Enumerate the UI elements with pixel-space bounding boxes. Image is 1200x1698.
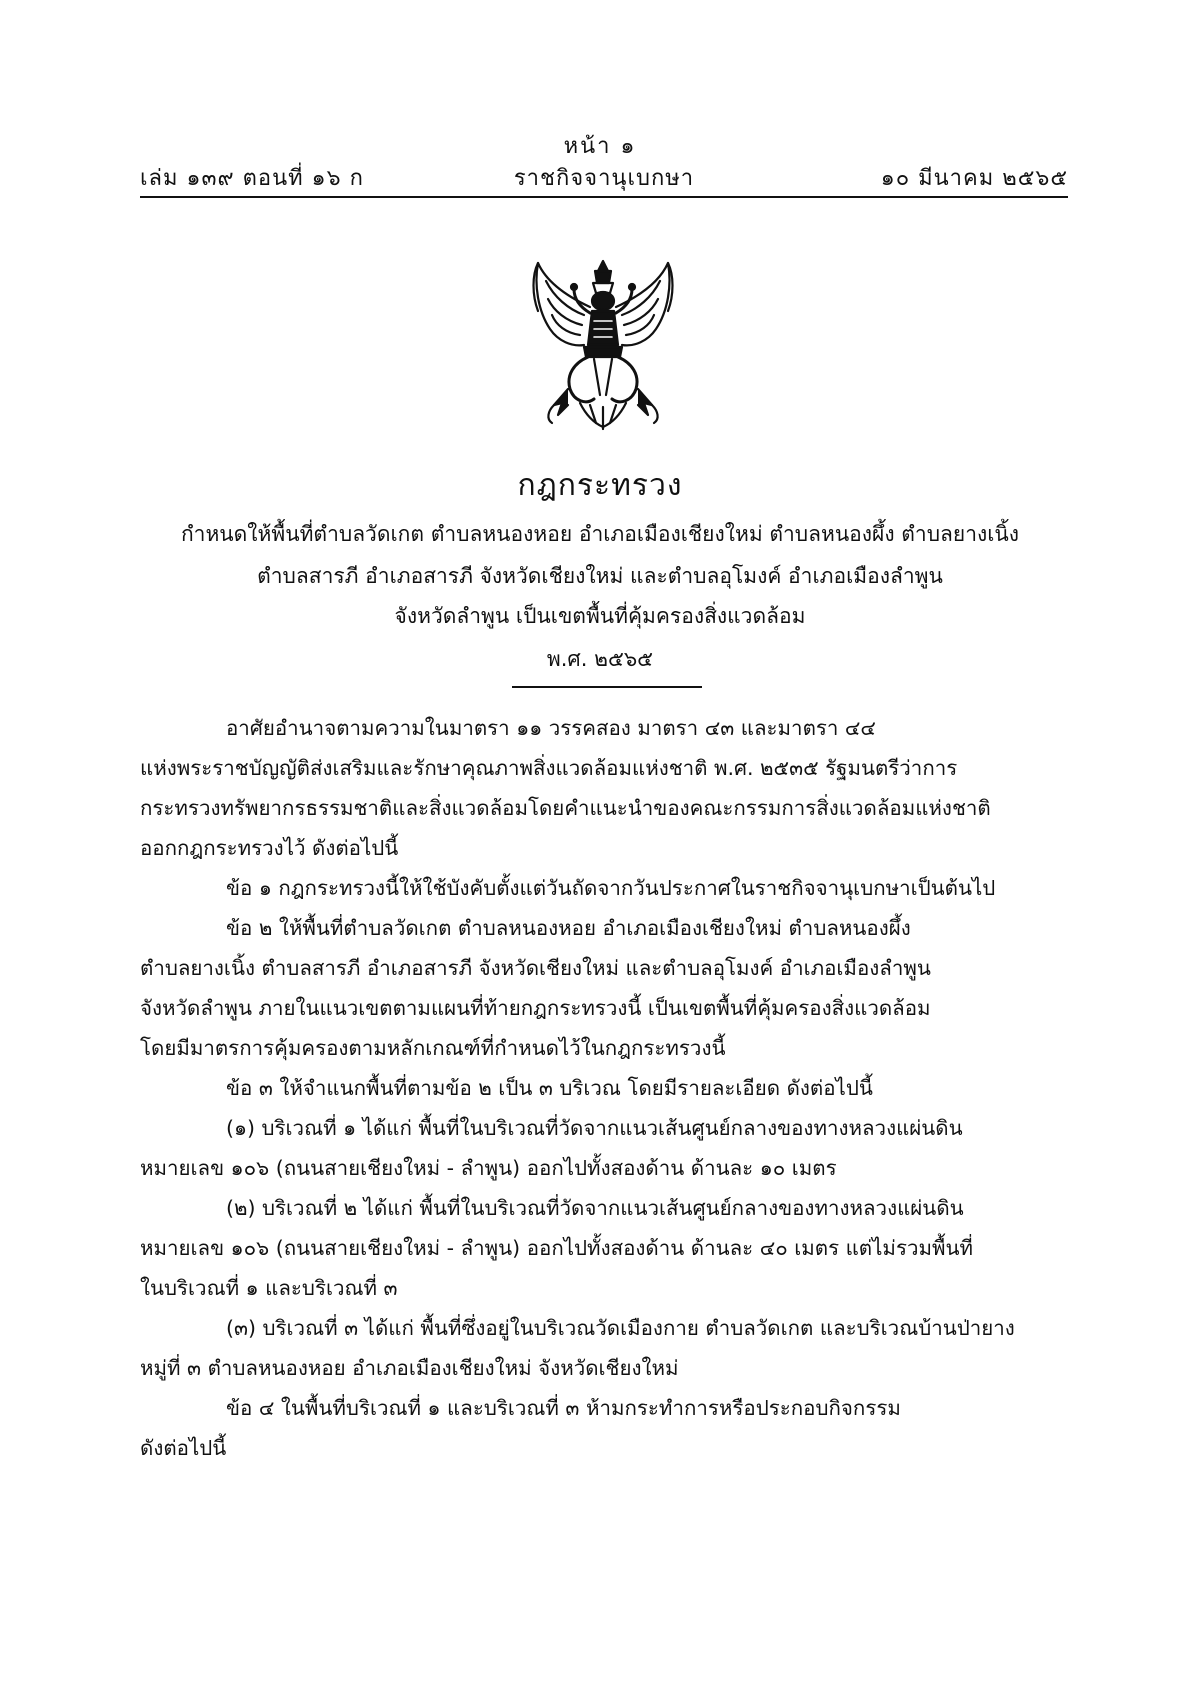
text-line: แห่งพระราชบัญญัติส่งเสริมและรักษาคุณภาพสิ่งแวดล้อมแห่งชาติ พ.ศ. ๒๕๓๕ รัฐมนตรีว่าการ (140, 756, 958, 780)
subtitle-line: กำหนดให้พื้นที่ตำบลวัดเกต ตำบลหนองหอย อำเภอเมืองเชียงใหม่ ตำบลหนองผึ้ง ตำบลยางเนิ้ง (180, 522, 1020, 546)
text-line: ข้อ ๔ ในพื้นที่บริเวณที่ ๑ และบริเวณที่ ๓ ห้ามกระทำการหรือประกอบกิจกรรม (226, 1396, 901, 1420)
text-line: (๒) บริเวณที่ ๒ ได้แก่ พื้นที่ในบริเวณที่วัดจากแนวเส้นศูนย์กลางของทางหลวงแผ่นดิน (226, 1196, 964, 1220)
text-line: ข้อ ๑ กฎกระทรวงนี้ให้ใช้บังคับตั้งแต่วันถัดจากวันประกาศในราชกิจจานุเบกษาเป็นต้นไป (226, 876, 996, 900)
publication-date: ๑๐ มีนาคม ๒๕๖๕ (880, 166, 1068, 191)
zone-item-3 (140, 1308, 1068, 1388)
regulation-body (140, 708, 1068, 1468)
clause-2 (140, 908, 1068, 1068)
subtitle-line: จังหวัดลำพูน เป็นเขตพื้นที่คุ้มครองสิ่งแวดล้อม (394, 604, 806, 628)
text-line: ตำบลยางเนิ้ง ตำบลสารภี อำเภอสารภี จังหวัดเชียงใหม่ และตำบลอุโมงค์ อำเภอเมืองลำพูน (140, 956, 931, 980)
zone-item-2 (140, 1188, 1068, 1308)
clause-3 (140, 1068, 1068, 1108)
text-line: หมายเลข ๑๐๖ (ถนนสายเชียงใหม่ - ลำพูน) ออกไปทั้งสองด้าน ด้านละ ๑๐ เมตร (140, 1156, 837, 1180)
text-line: จังหวัดลำพูน ภายในแนวเขตตามแผนที่ท้ายกฎกระทรวงนี้ เป็นเขตพื้นที่คุ้มครองสิ่งแวดล้อม (140, 996, 931, 1020)
text-line: ข้อ ๓ ให้จำแนกพื้นที่ตามข้อ ๒ เป็น ๓ บริเวณ โดยมีรายละเอียด ดังต่อไปนี้ (226, 1076, 873, 1100)
subtitle-line: ตำบลสารภี อำเภอสารภี จังหวัดเชียงใหม่ และตำบลอุโมงค์ อำเภอเมืองลำพูน (257, 564, 943, 588)
zone-item-1 (140, 1108, 1068, 1188)
title-year: พ.ศ. ๒๕๖๕ (546, 647, 654, 671)
volume-issue: เล่ม ๑๓๙ ตอนที่ ๑๖ ก (140, 166, 364, 191)
page-number: หน้า ๑ (563, 134, 637, 159)
text-line: หมายเลข ๑๐๖ (ถนนสายเชียงใหม่ - ลำพูน) ออกไปทั้งสองด้าน ด้านละ ๔๐ เมตร แต่ไม่รวมพื้นที่ (140, 1236, 974, 1260)
text-line: (๑) บริเวณที่ ๑ ได้แก่ พื้นที่ในบริเวณที่วัดจากแนวเส้นศูนย์กลางของทางหลวงแผ่นดิน (226, 1116, 963, 1140)
title-divider (512, 686, 702, 688)
document-title: กฎกระทรวง (517, 468, 683, 503)
publication-name: ราชกิจจานุเบกษา (513, 166, 695, 191)
text-line: หมู่ที่ ๓ ตำบลหนองหอย อำเภอเมืองเชียงใหม่ จังหวัดเชียงใหม่ (140, 1356, 679, 1380)
text-line: ดังต่อไปนี้ (140, 1436, 227, 1460)
text-line: กระทรวงทรัพยากรธรรมชาติและสิ่งแวดล้อมโดยคำแนะนำของคณะกรรมการสิ่งแวดล้อมแห่งชาติ (140, 796, 991, 820)
clause-4 (140, 1388, 1068, 1468)
gazette-header (140, 160, 1068, 194)
garuda-emblem-icon (524, 255, 682, 435)
header-divider (140, 196, 1068, 198)
text-line: โดยมีมาตรการคุ้มครองตามหลักเกณฑ์ที่กำหนดไว้ในกฎกระทรวงนี้ (140, 1036, 726, 1060)
clause-1 (140, 868, 1068, 908)
text-line: อาศัยอำนาจตามความในมาตรา ๑๑ วรรคสอง มาตรา ๔๓ และมาตรา ๔๔ (226, 716, 876, 740)
text-line: ออกกฎกระทรวงไว้ ดังต่อไปนี้ (140, 836, 399, 860)
text-line: (๓) บริเวณที่ ๓ ได้แก่ พื้นที่ซึ่งอยู่ในบริเวณวัดเมืองกาย ตำบลวัดเกต และบริเวณบ้านป่ายาง (226, 1316, 1015, 1340)
preamble-paragraph (140, 708, 1068, 868)
text-line: ข้อ ๒ ให้พื้นที่ตำบลวัดเกต ตำบลหนองหอย อำเภอเมืองเชียงใหม่ ตำบลหนองผึ้ง (226, 916, 911, 940)
text-line: ในบริเวณที่ ๑ และบริเวณที่ ๓ (140, 1276, 398, 1300)
